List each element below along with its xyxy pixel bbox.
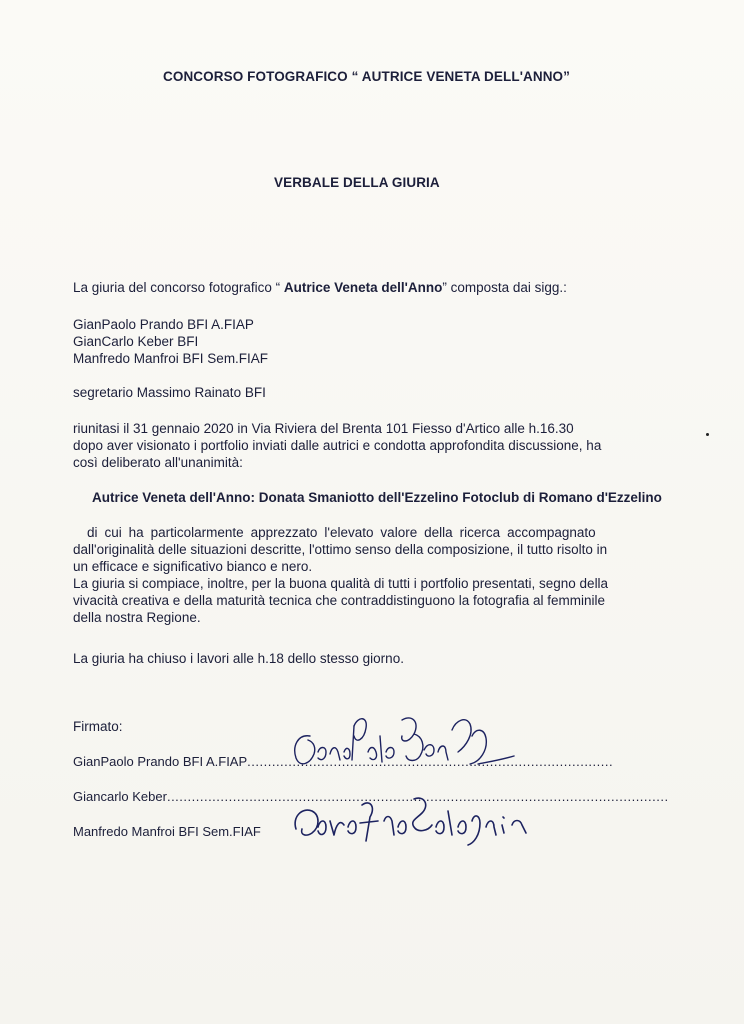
meeting-paragraph	[73, 420, 601, 471]
jury-member: GianCarlo Keber BFI	[73, 334, 199, 349]
handwritten-signature	[290, 791, 550, 851]
intro-suffix: ” composta dai sigg.:	[442, 280, 567, 295]
motivation-paragraph	[73, 524, 608, 626]
intro-prefix: La giuria del concorso fotografico “	[73, 280, 284, 295]
intro-line	[73, 279, 567, 296]
winner-announcement: Autrice Veneta dell'Anno: Donata Smaniotto dell'Ezzelino Fotoclub di Romano d'Ezzelino	[92, 490, 662, 505]
jury-member: GianPaolo Prando BFI A.FIAP	[73, 317, 254, 332]
meeting-line: così deliberato all'unanimità:	[73, 455, 243, 470]
signed-label: Firmato:	[73, 719, 123, 734]
motivation-line: vivacità creativa e della maturità tecnica che contraddistinguono la fotografia al femminile	[73, 593, 606, 608]
dotted-line: ..........................................................................................................................	[166, 789, 669, 804]
closing-line: La giuria ha chiuso i lavori alle h.18 dello stesso giorno.	[73, 651, 404, 666]
intro-contest-name: Autrice Veneta dell'Anno	[283, 280, 443, 295]
signature-line	[73, 824, 261, 839]
dotted-line: .........................................................................................	[247, 754, 614, 769]
motivation-line: La giuria si compiace, inoltre, per la buona qualità di tutti i portfolio presentati, segno della	[73, 576, 609, 591]
document-title: VERBALE DELLA GIURIA	[274, 175, 440, 190]
signer-name: Giancarlo Keber	[73, 789, 167, 804]
handwritten-signature	[288, 706, 528, 776]
jury-list	[73, 316, 268, 367]
meeting-line: dopo aver visionato i portfolio inviati dalle autrici e condotta approfondita discussione, ha	[73, 438, 602, 453]
secretary-line: segretario Massimo Rainato BFI	[73, 385, 266, 400]
motivation-line: della nostra Regione.	[73, 610, 201, 625]
paper-speck	[706, 433, 709, 436]
jury-member: Manfredo Manfroi BFI Sem.FIAF	[73, 351, 269, 366]
signer-name: Manfredo Manfroi BFI Sem.FIAF	[73, 824, 261, 839]
contest-title: CONCORSO FOTOGRAFICO “ AUTRICE VENETA DELL'ANNO”	[163, 69, 571, 84]
motivation-line: un efficace e significativo bianco e nero.	[73, 559, 313, 574]
signer-name: GianPaolo Prando BFI A.FIAP	[73, 754, 248, 769]
meeting-line: riunitasi il 31 gennaio 2020 in Via Riviera del Brenta 101 Fiesso d'Artico alle h.16.30	[73, 421, 574, 436]
motivation-line: dall'originalità delle situazioni descritte, l'ottimo senso della composizione, il tutto risolto in	[73, 542, 608, 557]
motivation-line: di cui ha particolarmente apprezzato l'elevato valore della ricerca accompagnato	[87, 525, 596, 540]
